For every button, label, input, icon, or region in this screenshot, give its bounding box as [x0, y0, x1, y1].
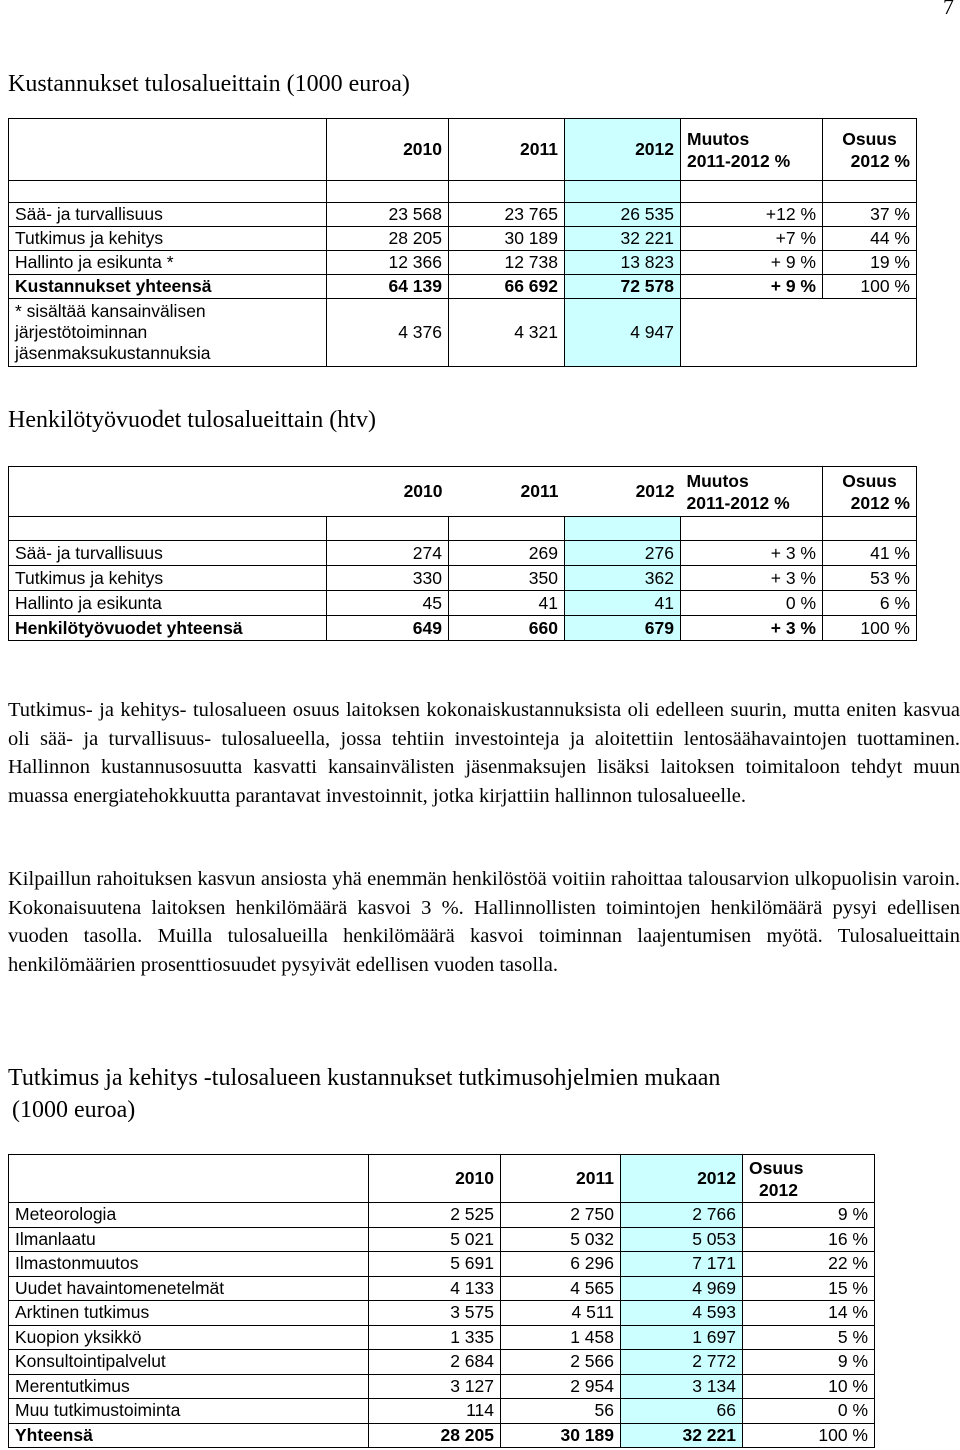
cell-2011: 2 750 — [501, 1203, 621, 1228]
header-2012: 2012 — [565, 119, 681, 181]
htv-table — [8, 466, 917, 641]
total-label: Henkilötyövuodet yhteensä — [9, 616, 327, 641]
note-empty — [823, 299, 917, 367]
cell-2010: 2 525 — [369, 1203, 501, 1228]
table-row — [9, 591, 917, 616]
header-change-l2: 2011-2012 % — [687, 150, 791, 171]
cell-2010: 330 — [327, 566, 449, 591]
header-blank — [9, 467, 327, 517]
cell-2012: 276 — [565, 541, 681, 566]
cell-change: 0 % — [681, 591, 823, 616]
row-label: Konsultointipalvelut — [9, 1350, 369, 1375]
row-label: Ilmastonmuutos — [9, 1252, 369, 1277]
header-share-l2: 2012 — [759, 1179, 798, 1200]
row-label: Uudet havaintomenetelmät — [9, 1276, 369, 1301]
header-2012: 2012 — [621, 1155, 743, 1203]
total-2011: 660 — [449, 616, 565, 641]
cell-2010: 274 — [327, 541, 449, 566]
paragraph-1: Tutkimus- ja kehitys- tulosalueen osuus laitoksen kokonaiskustannuksista oli edelleen suurin, mutta eniten kasvua oli sää- ja turvallisuus- tulosalueella, jossa tehtiin investointeja ja aloitettiin lentosäähavaintojen tuottaminen. Hallinnon kustannusosuutta kasvatti kansainvälisten jäsenmaksujen lisäksi laitoksen toimitaloon tehdyt muun muassa energiatehokkuutta parantavat investoinnit, jotka kirjattiin hallinnon tulosalueelle. — [8, 699, 960, 807]
header-share-l2: 2012 % — [850, 492, 910, 513]
header-share — [743, 1155, 875, 1203]
note-line1: * sisältää kansainvälisen — [15, 301, 206, 321]
header-blank — [9, 119, 327, 181]
total-row — [9, 616, 917, 641]
cell-2011: 12 738 — [449, 251, 565, 275]
header-2010: 2010 — [369, 1155, 501, 1203]
costs-table — [8, 118, 917, 367]
total-share: 100 % — [823, 275, 917, 299]
total-row — [9, 1423, 875, 1448]
cell-share: 14 % — [743, 1301, 875, 1326]
cell-2012: 2 766 — [621, 1203, 743, 1228]
cell-change: + 3 % — [681, 541, 823, 566]
cell-2010: 45 — [327, 591, 449, 616]
cell-share: 19 % — [823, 251, 917, 275]
cell-share: 6 % — [823, 591, 917, 616]
cell-change: + 9 % — [681, 251, 823, 275]
cell-share: 44 % — [823, 227, 917, 251]
note-line3: jäsenmaksukustannuksia — [15, 343, 211, 363]
cell-2010: 23 568 — [327, 203, 449, 227]
rd-header-row — [9, 1155, 875, 1203]
header-blank — [9, 1155, 369, 1203]
cell-2012: 7 171 — [621, 1252, 743, 1277]
cell-share: 16 % — [743, 1227, 875, 1252]
table-row — [9, 1399, 875, 1424]
table-row — [9, 1203, 875, 1228]
spacer-row — [9, 181, 917, 203]
cell-2012: 32 221 — [565, 227, 681, 251]
cell-share: 0 % — [743, 1399, 875, 1424]
cell-2011: 2 954 — [501, 1374, 621, 1399]
table-row — [9, 1325, 875, 1350]
cell-2010: 3 127 — [369, 1374, 501, 1399]
cell-2012: 41 — [565, 591, 681, 616]
cell-2010: 3 575 — [369, 1301, 501, 1326]
total-2010: 28 205 — [369, 1423, 501, 1448]
total-2010: 649 — [327, 616, 449, 641]
row-label: Sää- ja turvallisuus — [9, 203, 327, 227]
note-empty — [681, 299, 823, 367]
header-change-l1: Muutos — [687, 128, 750, 149]
rd-title-line1: Tutkimus ja kehitys -tulosalueen kustannukset tutkimusohjelmien mukaan — [8, 1065, 721, 1091]
paragraph-2: Kilpaillun rahoituksen kasvun ansiosta yhä enemmän henkilöstöä voitiin rahoittaa talousarvion ulkopuolisin varoin. Kokonaisuutena laitoksen henkilömäärä kasvoi 3 %. Hallinnollisten toimintojen henkilömäärä pysyi edellisen vuoden tasolla. Muilla tulosalueilla henkilömäärä kasvoi toiminnan laajentumisen myötä. Tulosalueittain henkilömäärien prosenttiosuudet pysyivät edellisen vuoden tasolla. — [8, 868, 960, 976]
cell-2012: 3 134 — [621, 1374, 743, 1399]
note-row — [9, 299, 917, 367]
cell-2012: 4 593 — [621, 1301, 743, 1326]
row-label: Kuopion yksikkö — [9, 1325, 369, 1350]
total-row — [9, 275, 917, 299]
table-row — [9, 1301, 875, 1326]
cell-share: 15 % — [743, 1276, 875, 1301]
cell-share: 41 % — [823, 541, 917, 566]
cell-2010: 5 691 — [369, 1252, 501, 1277]
total-label: Kustannukset yhteensä — [9, 275, 327, 299]
cell-share: 53 % — [823, 566, 917, 591]
cell-2012: 2 772 — [621, 1350, 743, 1375]
total-label: Yhteensä — [9, 1423, 369, 1448]
cell-2011: 5 032 — [501, 1227, 621, 1252]
header-share-l1: Osuus — [842, 128, 897, 149]
cell-2011: 2 566 — [501, 1350, 621, 1375]
total-2012: 72 578 — [565, 275, 681, 299]
row-label: Tutkimus ja kehitys — [9, 227, 327, 251]
cell-2010: 4 133 — [369, 1276, 501, 1301]
header-2010: 2010 — [327, 467, 449, 517]
total-2011: 30 189 — [501, 1423, 621, 1448]
row-label: Hallinto ja esikunta — [9, 591, 327, 616]
spacer-row — [9, 517, 917, 541]
total-2010: 64 139 — [327, 275, 449, 299]
table-row — [9, 1276, 875, 1301]
table-row — [9, 1374, 875, 1399]
row-label: Sää- ja turvallisuus — [9, 541, 327, 566]
table-row — [9, 1350, 875, 1375]
header-2011: 2011 — [449, 467, 565, 517]
header-2011: 2011 — [449, 119, 565, 181]
header-share-l1: Osuus — [842, 470, 897, 491]
cell-2011: 269 — [449, 541, 565, 566]
note-2012: 4 947 — [565, 299, 681, 367]
cell-share: 22 % — [743, 1252, 875, 1277]
htv-title: Henkilötyövuodet tulosalueittain (htv) — [8, 407, 376, 433]
row-label: Hallinto ja esikunta * — [9, 251, 327, 275]
costs-header-row — [9, 119, 917, 181]
cell-2010: 5 021 — [369, 1227, 501, 1252]
cell-2011: 6 296 — [501, 1252, 621, 1277]
cell-2011: 350 — [449, 566, 565, 591]
cell-share: 10 % — [743, 1374, 875, 1399]
cell-change: +12 % — [681, 203, 823, 227]
table-row — [9, 566, 917, 591]
cell-2012: 5 053 — [621, 1227, 743, 1252]
rd-title-line2: (1000 euroa) — [12, 1097, 136, 1123]
cell-share: 9 % — [743, 1203, 875, 1228]
header-change-l2: 2011-2012 % — [686, 492, 790, 513]
header-change-l1: Muutos — [686, 470, 749, 491]
note-label — [9, 299, 327, 367]
cell-2012: 66 — [621, 1399, 743, 1424]
header-change — [681, 467, 823, 517]
note-2010: 4 376 — [327, 299, 449, 367]
table-row — [9, 541, 917, 566]
header-2012: 2012 — [565, 467, 681, 517]
total-2012: 679 — [565, 616, 681, 641]
header-share — [823, 467, 917, 517]
total-share: 100 % — [823, 616, 917, 641]
cell-2011: 4 511 — [501, 1301, 621, 1326]
rd-table — [8, 1154, 875, 1448]
cell-2010: 28 205 — [327, 227, 449, 251]
header-share — [823, 119, 917, 181]
header-2010: 2010 — [327, 119, 449, 181]
cell-2011: 4 565 — [501, 1276, 621, 1301]
row-label: Ilmanlaatu — [9, 1227, 369, 1252]
cell-2011: 30 189 — [449, 227, 565, 251]
cell-2010: 12 366 — [327, 251, 449, 275]
table-row — [9, 1252, 875, 1277]
table-row — [9, 227, 917, 251]
note-2011: 4 321 — [449, 299, 565, 367]
row-label: Muu tutkimustoiminta — [9, 1399, 369, 1424]
htv-header-row — [9, 467, 917, 517]
table-row — [9, 1227, 875, 1252]
row-label: Tutkimus ja kehitys — [9, 566, 327, 591]
cell-2012: 362 — [565, 566, 681, 591]
cell-2010: 2 684 — [369, 1350, 501, 1375]
costs-title: Kustannukset tulosalueittain (1000 euroa) — [8, 71, 410, 97]
cell-share: 9 % — [743, 1350, 875, 1375]
cell-2012: 13 823 — [565, 251, 681, 275]
row-label: Meteorologia — [9, 1203, 369, 1228]
cell-2011: 23 765 — [449, 203, 565, 227]
total-2011: 66 692 — [449, 275, 565, 299]
cell-2012: 1 697 — [621, 1325, 743, 1350]
cell-2011: 41 — [449, 591, 565, 616]
total-change: + 3 % — [681, 616, 823, 641]
page-number: 7 — [943, 0, 954, 19]
cell-change: + 3 % — [681, 566, 823, 591]
table-row — [9, 251, 917, 275]
row-label: Arktinen tutkimus — [9, 1301, 369, 1326]
total-2012: 32 221 — [621, 1423, 743, 1448]
cell-2010: 114 — [369, 1399, 501, 1424]
header-share-l1: Osuus — [749, 1157, 804, 1178]
total-change: + 9 % — [681, 275, 823, 299]
cell-share: 5 % — [743, 1325, 875, 1350]
cell-share: 37 % — [823, 203, 917, 227]
total-share: 100 % — [743, 1423, 875, 1448]
cell-change: +7 % — [681, 227, 823, 251]
cell-2011: 56 — [501, 1399, 621, 1424]
cell-2012: 26 535 — [565, 203, 681, 227]
header-2011: 2011 — [501, 1155, 621, 1203]
table-row — [9, 203, 917, 227]
cell-2012: 4 969 — [621, 1276, 743, 1301]
row-label: Merentutkimus — [9, 1374, 369, 1399]
cell-2011: 1 458 — [501, 1325, 621, 1350]
cell-2010: 1 335 — [369, 1325, 501, 1350]
header-change — [681, 119, 823, 181]
note-line2: järjestötoiminnan — [15, 322, 148, 342]
header-share-l2: 2012 % — [850, 150, 910, 171]
